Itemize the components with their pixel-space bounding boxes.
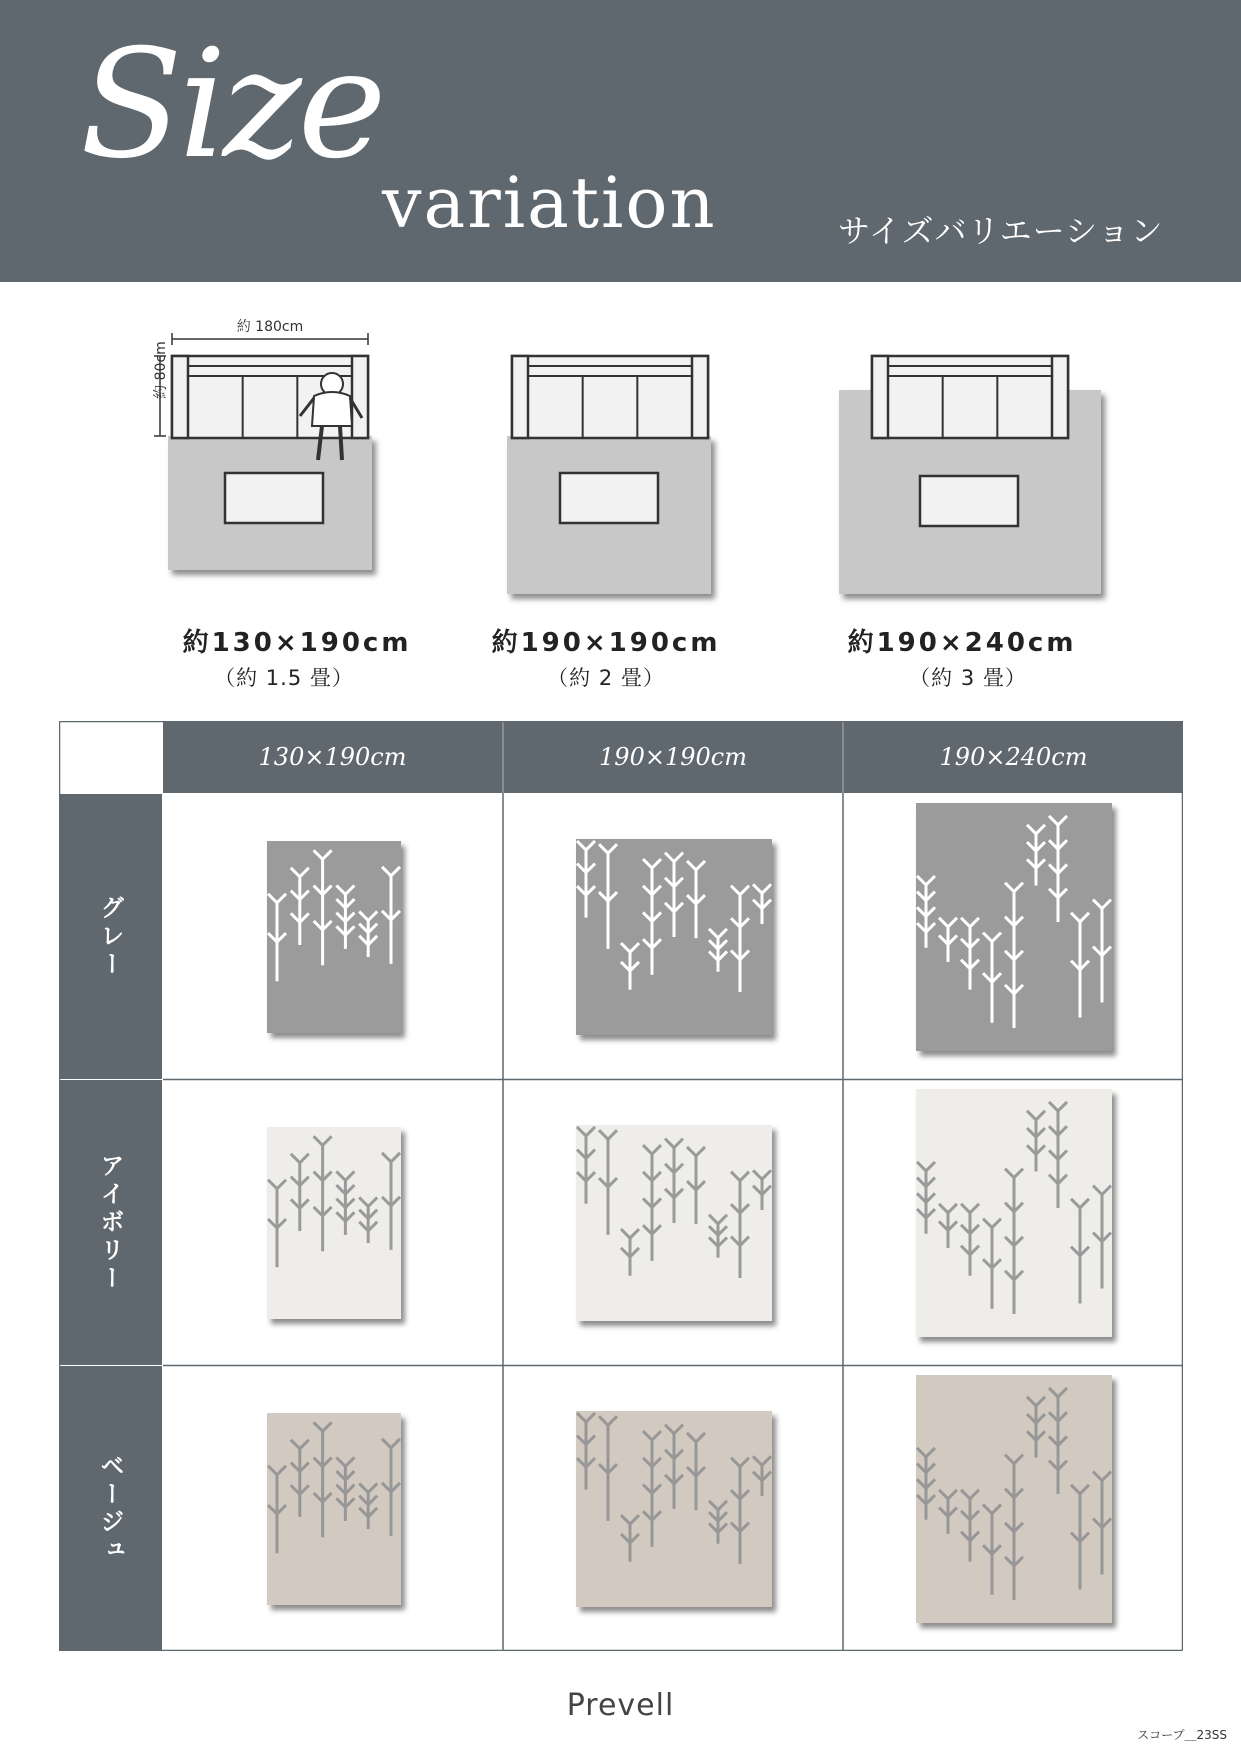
title-size: Size — [80, 18, 383, 192]
tatami-label-2: （約 2 畳） — [547, 666, 665, 690]
width-label: 約 180cm — [236, 319, 304, 335]
rug-swatch-beige-1 — [267, 1413, 401, 1605]
tatami-label-1: （約 1.5 畳） — [214, 666, 354, 690]
rug-swatch-ivory-2 — [576, 1125, 772, 1321]
height-label: 約 80cm — [153, 341, 169, 399]
scene-3 — [839, 356, 1101, 594]
column-header-2: 190×190cm — [504, 721, 842, 793]
tatami-label-3: （約 3 畳） — [909, 666, 1027, 690]
rug-pattern — [267, 1127, 401, 1319]
size-label-2: 約190×190cm — [491, 628, 721, 658]
row-header-gray: グレー — [59, 794, 162, 1079]
rug-pattern — [576, 1125, 772, 1321]
rug-pattern — [576, 839, 772, 1035]
title-japanese: サイズバリエーション — [838, 212, 1164, 250]
brand-logo: Prevell — [566, 1688, 675, 1723]
scene-1 — [168, 356, 372, 570]
rug-swatch-beige-3 — [916, 1375, 1112, 1623]
size-label-1: 約130×190cm — [182, 628, 412, 658]
table-shape — [920, 476, 1018, 526]
rug-pattern — [576, 1411, 772, 1607]
rug-swatch-beige-2 — [576, 1411, 772, 1607]
rug-pattern — [916, 1375, 1112, 1623]
column-header-1: 130×190cm — [163, 721, 502, 793]
rug-swatch-gray-2 — [576, 839, 772, 1035]
size-label-3: 約190×240cm — [847, 628, 1077, 658]
color-size-table — [59, 721, 1183, 1651]
title-variation: variation — [382, 162, 717, 244]
row-header-ivory: アイボリー — [59, 1080, 162, 1365]
table-shape — [225, 473, 323, 523]
row-header-beige: ベージュ — [59, 1366, 162, 1651]
product-code: スコープ＿23SS — [1137, 1728, 1227, 1742]
sofa-icon — [512, 356, 708, 438]
rug-swatch-ivory-3 — [916, 1089, 1112, 1337]
scene-2 — [507, 356, 711, 594]
rug-swatch-gray-1 — [267, 841, 401, 1033]
rug-pattern — [267, 1413, 401, 1605]
sofa-icon — [872, 356, 1068, 438]
column-header-3: 190×240cm — [844, 721, 1183, 793]
rug-pattern — [916, 803, 1112, 1051]
table-shape — [560, 473, 658, 523]
rug-pattern — [916, 1089, 1112, 1337]
rug-swatch-gray-3 — [916, 803, 1112, 1051]
rug-pattern — [267, 841, 401, 1033]
rug-swatch-ivory-1 — [267, 1127, 401, 1319]
